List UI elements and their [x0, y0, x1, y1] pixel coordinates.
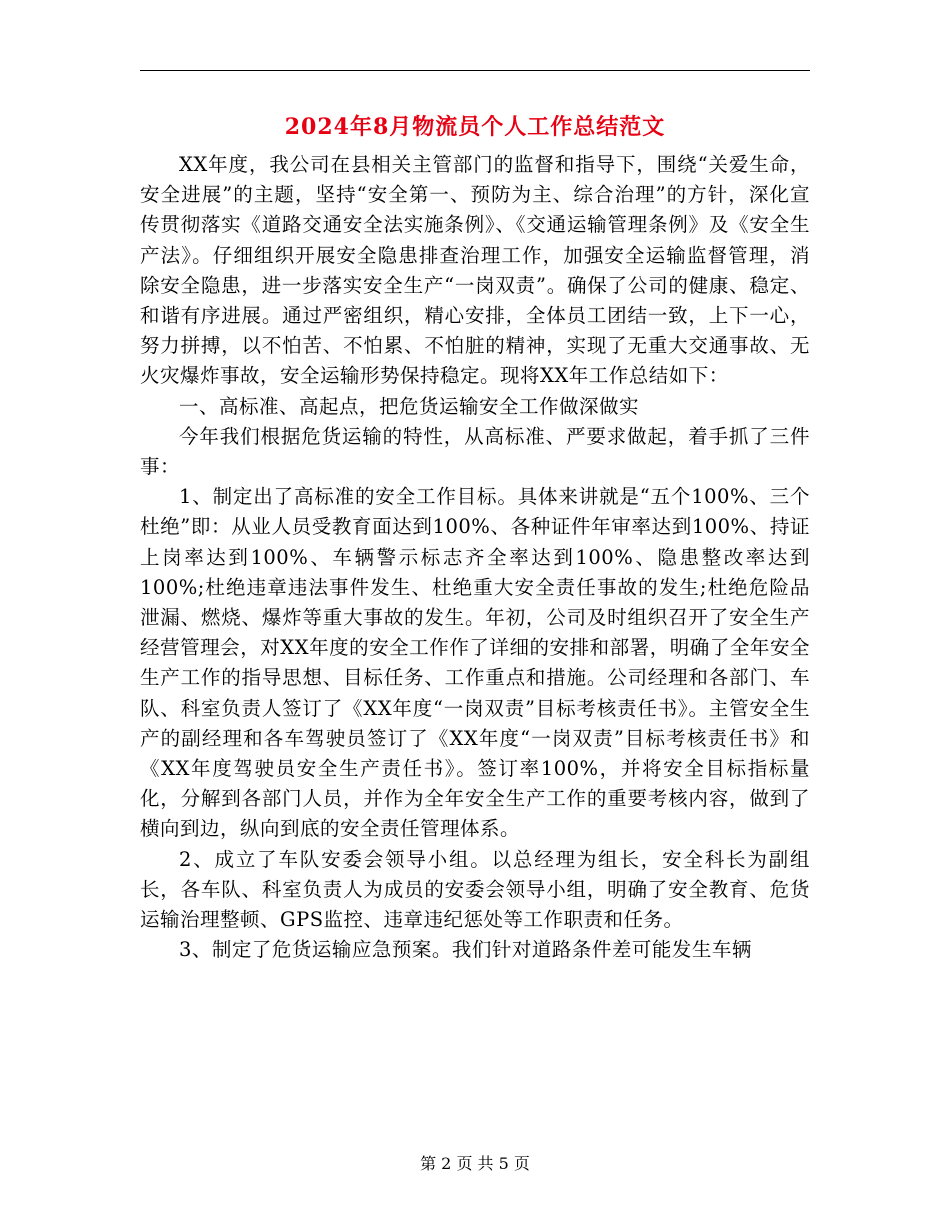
body-paragraph-3: 1、制定出了高标准的安全工作目标。具体来讲就是“五个100%、三个杜绝”即：从业人员受教育面达到100%、各种证件年审率达到100%、持证上岗率达到100%、车辆警示标志齐全率达到100%、隐患整改率达到100%;杜绝违章违法事件发生、杜绝重大安全责任事故的发生;杜绝危险品泄漏、燃烧、爆炸等重大事故的发生。年初，公司及时组织召开了安全生产经营管理会，对XX年度的安全工作作了详细的安排和部署，明确了全年安全生产工作的指导思想、目标任务、工作重点和措施。公司经理和各部门、车队、科室负责人签订了《XX年度“一岗双责”目标考核责任书》。主管安全生产的副经理和各车驾驶员签订了《XX年度“一岗双责”目标考核责任书》和《XX年度驾驶员安全生产责任书》。签订率100%，并将安全目标指标量化，分解到各部门人员，并作为全年安全生产工作的重要考核内容，做到了横向到边，纵向到底的安全责任管理体系。: [140, 485, 810, 841]
body-paragraph-4: 2、成立了车队安委会领导小组。以总经理为组长，安全科长为副组长，各车队、科室负责人为成员的安委会领导小组，明确了安全教育、危货运输治理整顿、GPS监控、违章违纪惩处等工作职责和任务。: [140, 847, 810, 932]
body-paragraph-1: XX年度，我公司在县相关主管部门的监督和指导下，围绕“关爱生命，安全进展”的主题，坚持“安全第一、预防为主、综合治理”的方针，深化宣传贯彻落实《道路交通安全法实施条例》、《交通运输管理条例》及《安全生产法》。仔细组织开展安全隐患排查治理工作，加强安全运输监督管理，消除安全隐患，进一步落实安全生产“一岗双责”。确保了公司的健康、稳定、和谐有序进展。通过严密组织，精心安排，全体员工团结一致，上下一心，努力拼搏，以不怕苦、不怕累、不怕脏的精神，实现了无重大交通事故、无火灾爆炸事故，安全运输形势保持稳定。现将XX年工作总结如下：: [140, 153, 810, 388]
body-paragraph-5: 3、制定了危货运输应急预案。我们针对道路条件差可能发生车辆: [179, 938, 752, 962]
page-footer: [0, 1152, 950, 1176]
page-number-label: 第 2 页 共 5 页: [420, 1154, 530, 1173]
header-rule: [140, 70, 810, 71]
document-body: [140, 150, 810, 965]
body-paragraph-2: 今年我们根据危货运输的特性，从高标准、严要求做起，着手抓了三件事：: [140, 424, 810, 479]
section-heading-1: 一、高标准、高起点，把危货运输安全工作做深做实: [179, 394, 640, 418]
document-title: 2024年8月物流员个人工作总结范文: [284, 114, 666, 140]
